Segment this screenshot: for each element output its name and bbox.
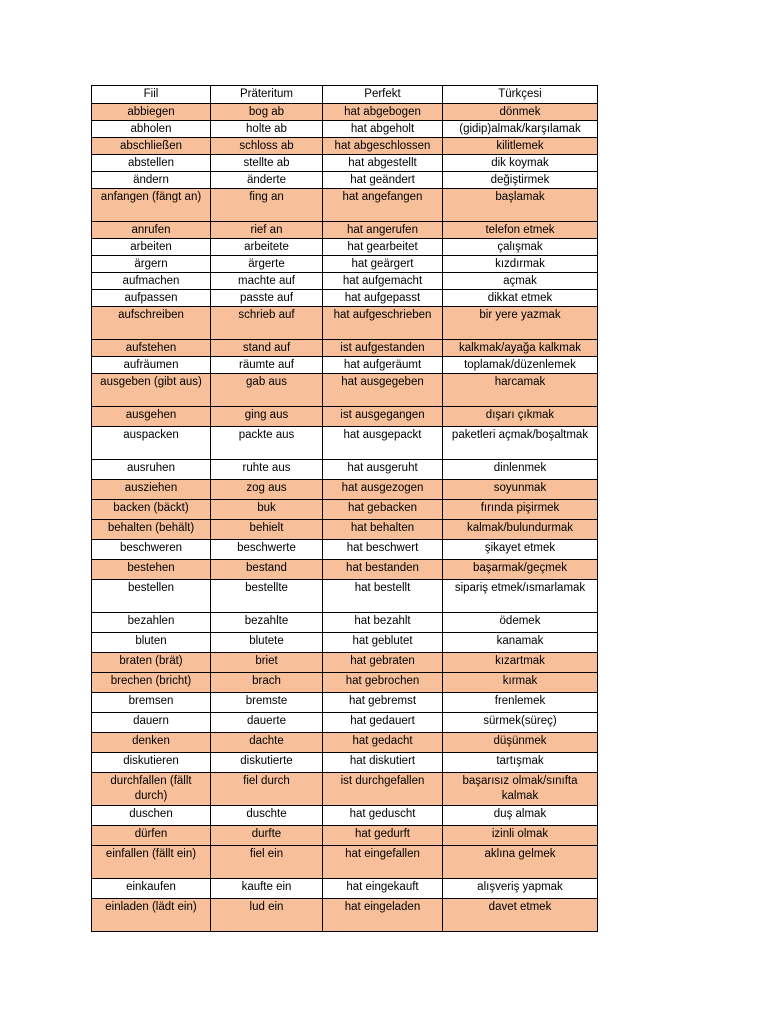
cell-fiil: ärgern [92, 256, 211, 273]
cell-perfekt: hat eingeladen [323, 899, 443, 932]
table-row [92, 846, 598, 879]
cell-turkcesi: açmak [443, 273, 598, 290]
cell-fiil: bluten [92, 633, 211, 653]
table-row [92, 806, 598, 826]
cell-turkcesi: dışarı çıkmak [443, 407, 598, 427]
cell-fiil: ausruhen [92, 460, 211, 480]
table-row [92, 138, 598, 155]
cell-prateritum: packte aus [211, 427, 323, 460]
table-row [92, 653, 598, 673]
cell-prateritum: schrieb auf [211, 307, 323, 340]
cell-prateritum: räumte auf [211, 357, 323, 374]
cell-perfekt: hat diskutiert [323, 753, 443, 773]
header-prateritum: Präteritum [211, 86, 323, 104]
cell-prateritum: blutete [211, 633, 323, 653]
cell-fiil: abstellen [92, 155, 211, 172]
cell-turkcesi: telefon etmek [443, 222, 598, 239]
cell-perfekt: hat abgebogen [323, 104, 443, 121]
cell-fiil: aufräumen [92, 357, 211, 374]
cell-fiil: bestellen [92, 580, 211, 613]
table-row [92, 633, 598, 653]
cell-turkcesi: kırmak [443, 673, 598, 693]
cell-perfekt: hat ausgeruht [323, 460, 443, 480]
table-row [92, 427, 598, 460]
cell-perfekt: hat aufgeräumt [323, 357, 443, 374]
cell-prateritum: lud ein [211, 899, 323, 932]
table-row [92, 733, 598, 753]
table-row [92, 340, 598, 357]
cell-perfekt: hat aufgemacht [323, 273, 443, 290]
table-row [92, 500, 598, 520]
cell-prateritum: stellte ab [211, 155, 323, 172]
table-body [92, 104, 598, 932]
cell-fiil: aufmachen [92, 273, 211, 290]
table-row [92, 826, 598, 846]
cell-perfekt: hat ausgegeben [323, 374, 443, 407]
cell-turkcesi: izinli olmak [443, 826, 598, 846]
cell-prateritum: passte auf [211, 290, 323, 307]
cell-turkcesi: soyunmak [443, 480, 598, 500]
cell-perfekt: ist aufgestanden [323, 340, 443, 357]
cell-fiil: denken [92, 733, 211, 753]
header-turkcesi: Türkçesi [443, 86, 598, 104]
cell-turkcesi: dönmek [443, 104, 598, 121]
cell-turkcesi: başarmak/geçmek [443, 560, 598, 580]
cell-fiil: anrufen [92, 222, 211, 239]
cell-fiil: bremsen [92, 693, 211, 713]
cell-prateritum: bestand [211, 560, 323, 580]
cell-perfekt: hat ausgezogen [323, 480, 443, 500]
cell-prateritum: fiel durch [211, 773, 323, 806]
cell-turkcesi: alışveriş yapmak [443, 879, 598, 899]
cell-perfekt: hat beschwert [323, 540, 443, 560]
cell-fiil: backen (bäckt) [92, 500, 211, 520]
cell-turkcesi: toplamak/düzenlemek [443, 357, 598, 374]
table-row [92, 899, 598, 932]
cell-turkcesi: kızdırmak [443, 256, 598, 273]
cell-turkcesi: değiştirmek [443, 172, 598, 189]
cell-prateritum: kaufte ein [211, 879, 323, 899]
cell-turkcesi: fırında pişirmek [443, 500, 598, 520]
table-row [92, 693, 598, 713]
cell-perfekt: hat geärgert [323, 256, 443, 273]
cell-prateritum: beschwerte [211, 540, 323, 560]
cell-turkcesi: frenlemek [443, 693, 598, 713]
cell-turkcesi: davet etmek [443, 899, 598, 932]
cell-prateritum: änderte [211, 172, 323, 189]
cell-prateritum: bestellte [211, 580, 323, 613]
cell-turkcesi: paketleri açmak/boşaltmak [443, 427, 598, 460]
cell-prateritum: fiel ein [211, 846, 323, 879]
cell-perfekt: hat bestellt [323, 580, 443, 613]
cell-prateritum: brach [211, 673, 323, 693]
cell-perfekt: hat aufgepasst [323, 290, 443, 307]
cell-turkcesi: sipariş etmek/ısmarlamak [443, 580, 598, 613]
cell-turkcesi: başlamak [443, 189, 598, 222]
cell-perfekt: hat gedauert [323, 713, 443, 733]
table-row [92, 307, 598, 340]
cell-turkcesi: aklına gelmek [443, 846, 598, 879]
cell-perfekt: ist ausgegangen [323, 407, 443, 427]
cell-fiil: abholen [92, 121, 211, 138]
table-row [92, 155, 598, 172]
cell-fiil: behalten (behält) [92, 520, 211, 540]
cell-fiil: bestehen [92, 560, 211, 580]
cell-perfekt: hat eingefallen [323, 846, 443, 879]
cell-prateritum: gab aus [211, 374, 323, 407]
cell-perfekt: hat geblutet [323, 633, 443, 653]
cell-perfekt: hat abgestellt [323, 155, 443, 172]
verb-table [91, 85, 598, 932]
cell-prateritum: ärgerte [211, 256, 323, 273]
table-row [92, 613, 598, 633]
cell-prateritum: behielt [211, 520, 323, 540]
cell-fiil: ändern [92, 172, 211, 189]
cell-turkcesi: düşünmek [443, 733, 598, 753]
cell-perfekt: hat bezahlt [323, 613, 443, 633]
cell-fiil: einkaufen [92, 879, 211, 899]
cell-prateritum: dauerte [211, 713, 323, 733]
cell-fiil: durchfallen (fällt durch) [92, 773, 211, 806]
cell-perfekt: hat bestanden [323, 560, 443, 580]
cell-turkcesi: dinlenmek [443, 460, 598, 480]
cell-turkcesi: kalmak/bulundurmak [443, 520, 598, 540]
cell-perfekt: ist durchgefallen [323, 773, 443, 806]
cell-perfekt: hat gedurft [323, 826, 443, 846]
cell-prateritum: duschte [211, 806, 323, 826]
cell-perfekt: hat behalten [323, 520, 443, 540]
cell-fiil: abschließen [92, 138, 211, 155]
cell-perfekt: hat eingekauft [323, 879, 443, 899]
cell-prateritum: bremste [211, 693, 323, 713]
cell-turkcesi: bir yere yazmak [443, 307, 598, 340]
cell-turkcesi: tartışmak [443, 753, 598, 773]
cell-fiil: abbiegen [92, 104, 211, 121]
cell-prateritum: durfte [211, 826, 323, 846]
cell-prateritum: ging aus [211, 407, 323, 427]
table-row [92, 290, 598, 307]
cell-fiil: ausgehen [92, 407, 211, 427]
header-perfekt: Perfekt [323, 86, 443, 104]
table-row [92, 189, 598, 222]
cell-turkcesi: ödemek [443, 613, 598, 633]
cell-prateritum: buk [211, 500, 323, 520]
cell-prateritum: holte ab [211, 121, 323, 138]
cell-turkcesi: dikkat etmek [443, 290, 598, 307]
cell-prateritum: bezahlte [211, 613, 323, 633]
cell-perfekt: hat aufgeschrieben [323, 307, 443, 340]
cell-perfekt: hat gebacken [323, 500, 443, 520]
cell-fiil: anfangen (fängt an) [92, 189, 211, 222]
cell-fiil: einladen (lädt ein) [92, 899, 211, 932]
cell-perfekt: hat geduscht [323, 806, 443, 826]
cell-perfekt: hat gebraten [323, 653, 443, 673]
cell-fiil: aufpassen [92, 290, 211, 307]
table-row [92, 172, 598, 189]
cell-fiil: auspacken [92, 427, 211, 460]
cell-turkcesi: sürmek(süreç) [443, 713, 598, 733]
cell-prateritum: bog ab [211, 104, 323, 121]
cell-prateritum: briet [211, 653, 323, 673]
table-row [92, 540, 598, 560]
cell-fiil: ausziehen [92, 480, 211, 500]
cell-prateritum: rief an [211, 222, 323, 239]
cell-turkcesi: çalışmak [443, 239, 598, 256]
cell-perfekt: hat abgeholt [323, 121, 443, 138]
table-row [92, 480, 598, 500]
cell-perfekt: hat ausgepackt [323, 427, 443, 460]
table-row [92, 773, 598, 806]
cell-turkcesi: kalkmak/ayağa kalkmak [443, 340, 598, 357]
table-row [92, 104, 598, 121]
table-row [92, 580, 598, 613]
cell-fiil: bezahlen [92, 613, 211, 633]
table-row [92, 256, 598, 273]
cell-turkcesi: kanamak [443, 633, 598, 653]
cell-prateritum: ruhte aus [211, 460, 323, 480]
table-row [92, 560, 598, 580]
cell-prateritum: machte auf [211, 273, 323, 290]
table-row [92, 222, 598, 239]
cell-fiil: ausgeben (gibt aus) [92, 374, 211, 407]
cell-turkcesi: dik koymak [443, 155, 598, 172]
cell-fiil: brechen (bricht) [92, 673, 211, 693]
table-row [92, 520, 598, 540]
cell-fiil: dauern [92, 713, 211, 733]
cell-prateritum: fing an [211, 189, 323, 222]
table-header-row [92, 86, 598, 104]
cell-turkcesi: harcamak [443, 374, 598, 407]
table-row [92, 374, 598, 407]
cell-turkcesi: kızartmak [443, 653, 598, 673]
cell-fiil: duschen [92, 806, 211, 826]
cell-perfekt: hat abgeschlossen [323, 138, 443, 155]
header-fiil: Fiil [92, 86, 211, 104]
cell-turkcesi: duş almak [443, 806, 598, 826]
cell-turkcesi: şikayet etmek [443, 540, 598, 560]
table-row [92, 879, 598, 899]
cell-fiil: einfallen (fällt ein) [92, 846, 211, 879]
table-row [92, 753, 598, 773]
cell-perfekt: hat gedacht [323, 733, 443, 753]
cell-prateritum: stand auf [211, 340, 323, 357]
cell-turkcesi: (gidip)almak/karşılamak [443, 121, 598, 138]
cell-fiil: braten (brät) [92, 653, 211, 673]
cell-turkcesi: başarısız olmak/sınıfta kalmak [443, 773, 598, 806]
cell-fiil: aufschreiben [92, 307, 211, 340]
cell-perfekt: hat angefangen [323, 189, 443, 222]
cell-prateritum: schloss ab [211, 138, 323, 155]
table-row [92, 357, 598, 374]
cell-prateritum: zog aus [211, 480, 323, 500]
table-row [92, 673, 598, 693]
cell-perfekt: hat gebrochen [323, 673, 443, 693]
table-row [92, 239, 598, 256]
cell-perfekt: hat angerufen [323, 222, 443, 239]
cell-turkcesi: kilitlemek [443, 138, 598, 155]
table-row [92, 713, 598, 733]
cell-perfekt: hat gebremst [323, 693, 443, 713]
table-row [92, 460, 598, 480]
cell-fiil: diskutieren [92, 753, 211, 773]
table-row [92, 273, 598, 290]
cell-fiil: aufstehen [92, 340, 211, 357]
cell-prateritum: arbeitete [211, 239, 323, 256]
cell-fiil: dürfen [92, 826, 211, 846]
table-row [92, 407, 598, 427]
table-row [92, 121, 598, 138]
cell-fiil: arbeiten [92, 239, 211, 256]
cell-prateritum: dachte [211, 733, 323, 753]
cell-fiil: beschweren [92, 540, 211, 560]
cell-prateritum: diskutierte [211, 753, 323, 773]
cell-perfekt: hat gearbeitet [323, 239, 443, 256]
cell-perfekt: hat geändert [323, 172, 443, 189]
